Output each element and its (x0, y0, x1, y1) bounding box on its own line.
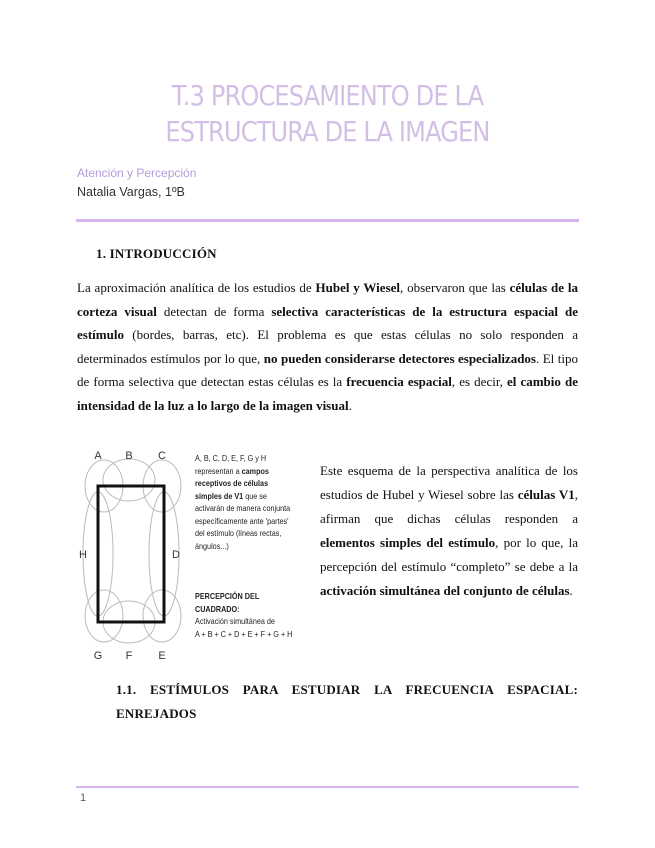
footer-divider (76, 786, 579, 788)
label-f: F (125, 650, 133, 662)
perception-note (195, 590, 301, 640)
document-title: T.3 PROCESAMIENTO DE LA ESTRUCTURA DE LA IMAGEN (165, 79, 490, 148)
page-number: 1 (80, 792, 87, 804)
label-d: D (172, 549, 180, 561)
header-divider (76, 219, 579, 222)
intro-paragraph: La aproximación analítica de los estudios de Hubel y Wiesel, observaron que las células de la corteza visual detectan de forma selectiva características de la estructura espacial de estímulo (bordes, barras, etc). El problema es que estas células no solo responden a determinados estímulos por lo que, no pueden considerarse detectores especializados. El tipo de forma selectiva que detectan estas células es la frecuencia espacial, es decir, el cambio de intensidad de la luz a lo largo de la imagen visual. (77, 280, 579, 413)
label-e: E (158, 650, 166, 662)
subsection-heading-enrejados: 1.1. ESTÍMULOS PARA ESTUDIAR LA FRECUENCIA ESPACIAL: ENREJADOS (116, 682, 578, 721)
perception-line-2: A + B + C + D + E + F + G + H (195, 628, 293, 639)
label-b: B (125, 450, 133, 462)
perception-title: PERCEPCIÓN DEL CUADRADO: (195, 591, 260, 614)
section-heading-introduccion: 1. INTRODUCCIÓN (96, 246, 217, 261)
figure-caption: A, B, C, D, E, F, G y H representan a campos receptivos de células simples de V1 que se activarán de manera conjunta específicamente ante 'partes' del estímulo (líneas rectas, ángulos...) (195, 453, 291, 551)
label-g: G (93, 650, 103, 662)
receptive-field-b (103, 459, 155, 501)
label-h: H (79, 549, 87, 561)
label-a: A (94, 450, 102, 462)
document-author: Natalia Vargas, 1ºB (77, 185, 185, 199)
label-c: C (158, 450, 166, 462)
perception-line-1: Activación simultánea de (195, 616, 275, 626)
document-subtitle: Atención y Percepción (77, 166, 197, 180)
figure-explanation-paragraph: Este esquema de la perspectiva analítica de los estudios de Hubel y Wiesel sobre las células V1, afirman que dichas células responden a elementos simples del estímulo, por lo que, la percepción del estímulo “completo” se debe a la activación simultánea del conjunto de células. (320, 463, 578, 598)
